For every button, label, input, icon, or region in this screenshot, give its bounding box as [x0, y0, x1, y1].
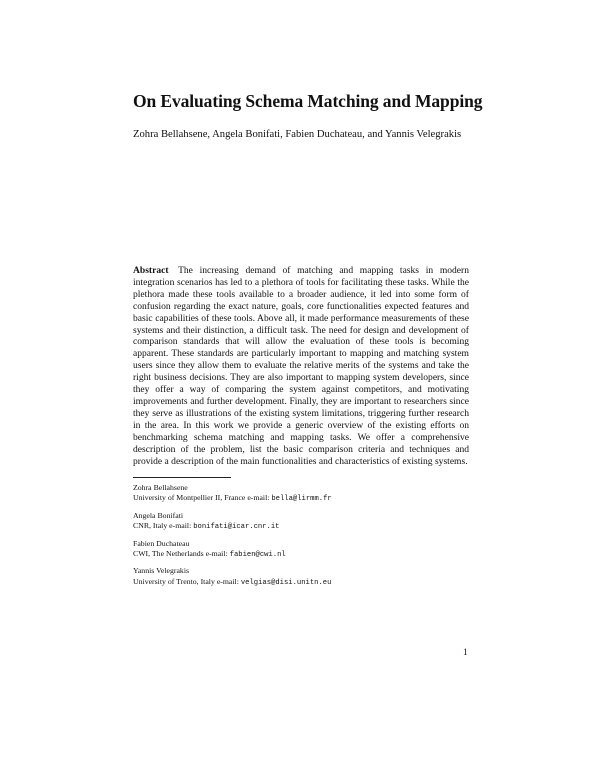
affiliation-details: [133, 493, 473, 504]
affiliation-institution: University of Trento, Italy e-mail:: [133, 576, 241, 586]
affiliation-institution: CNR, Italy e-mail:: [133, 521, 194, 530]
affiliation-institution: University of Montpellier II, France e-mail:: [133, 493, 272, 503]
affiliation-name: Angela Bonifati: [133, 510, 184, 520]
affiliation-email[interactable]: fabien@cwi.nl: [229, 550, 286, 559]
affiliation-name: Yannis Velegrakis: [133, 566, 190, 576]
page-number: 1: [463, 648, 468, 658]
affiliation-details: [133, 549, 473, 560]
affiliation-name: Zohra Bellahsene: [133, 483, 188, 492]
affiliation-email[interactable]: velgias@disi.unitn.eu: [240, 578, 332, 587]
affiliation-details: [133, 577, 473, 588]
affiliation-institution: CWI, The Netherlands e-mail:: [133, 548, 230, 558]
affiliation-duchateau: [133, 539, 473, 560]
affiliation-bonifati: [133, 511, 473, 532]
affiliation-velegrakis: [133, 566, 473, 587]
abstract-text: The increasing demand of matching and mapping tasks in modern integration scenarios has led to a plethora of tools for facilitating these tasks. While the plethora made these tools available to a broader audience, it led into some form of confusion regarding the exact nature, goals, core functionalities expected features and basic capabilities of these tools. Above all, it made performance measurements of these systems and their distinction, a difficult task. The need for design and development of comparison standards that will allow the evaluation of these tools is becoming apparent. These standards are particularly important to mapping and matching system users since they allow them to evaluate the relative merits of the systems and take the right business decisions. They are also important to mapping system developers, since they offer a way of comparing the system against competitors, and motivating improvements and further development. Finally, they are important to researchers since they serve as illustrations of the existing system limitations, triggering further research in the area. In this work we provide a generic overview of the existing efforts on benchmarking schema matching and mapping tasks. We offer a comprehensive description of the problem, list the basic comparison criteria and techniques and provide a description of the main functionalities and characteristics of existing systems.: [133, 265, 469, 467]
abstract: [133, 265, 469, 467]
affiliation-details: [133, 521, 473, 532]
affiliation-name: Fabien Duchateau: [133, 538, 190, 548]
affiliation-email[interactable]: bella@lirmm.fr: [271, 495, 332, 504]
author-affiliations: [133, 483, 473, 594]
abstract-heading: Abstract: [133, 265, 169, 276]
affiliation-email[interactable]: bonifati@icar.cnr.it: [193, 523, 280, 531]
author-list: Zohra Bellahsene, Angela Bonifati, Fabien Duchateau, and Yannis Velegrakis: [133, 129, 462, 140]
affiliation-bellahsene: [133, 483, 473, 504]
paper-title: On Evaluating Schema Matching and Mapping: [133, 91, 483, 111]
footnote-divider: [133, 477, 231, 478]
